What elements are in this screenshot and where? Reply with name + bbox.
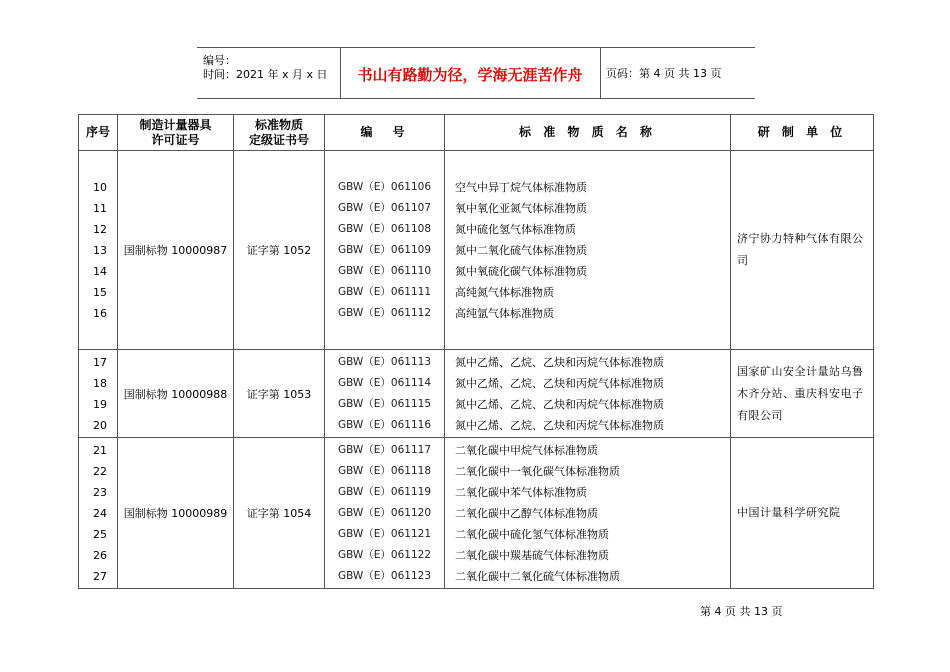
- page-footer: 第 4 页 共 13 页: [700, 605, 783, 618]
- seq-cell-line: 10: [93, 181, 107, 194]
- seq-cell-line: 22: [93, 465, 107, 478]
- seq-cell-line: 13: [93, 244, 107, 257]
- name-cell-line: 二氧化碳中乙醇气体标准物质: [455, 507, 598, 520]
- name-cell-line: 氧中氧化亚氮气体标准物质: [455, 202, 587, 215]
- header-meta-cell: [197, 48, 341, 98]
- name-cell-line: 二氧化碳中甲烷气体标准物质: [455, 444, 598, 457]
- name-cell-line: 空气中异丁烷气体标准物质: [455, 181, 587, 194]
- name-cell-line: 高纯氮气体标准物质: [455, 286, 554, 299]
- code-cell-line: GBW（E）061112: [337, 307, 432, 319]
- code-cell-line: GBW（E）061120: [337, 507, 432, 519]
- code-cell-line: GBW（E）061114: [337, 377, 432, 389]
- column-header-code: 编 号: [325, 115, 445, 151]
- name-cell-line: 氮中氧硫化碳气体标准物质: [455, 265, 587, 278]
- code-cell-line: GBW（E）061107: [337, 202, 432, 214]
- code-cell-line: GBW（E）061123: [337, 570, 432, 582]
- table-header-row: [79, 115, 874, 151]
- name-cell-line: 高纯氩气体标准物质: [455, 307, 554, 320]
- seq-cell-line: 12: [93, 223, 107, 236]
- code-cell-line: GBW（E）061113: [337, 356, 432, 368]
- code-cell: [325, 438, 445, 589]
- seq-cell-line: 19: [93, 398, 107, 411]
- name-cell-line: 氮中乙烯、乙烷、乙炔和丙烷气体标准物质: [455, 356, 664, 369]
- license-cell: 国制标物 10000989: [118, 438, 234, 589]
- code-cell-line: GBW（E）061106: [337, 181, 432, 193]
- name-cell: [445, 350, 731, 438]
- motto-text: 书山有路勤为径，学海无涯苦作舟: [357, 66, 583, 84]
- header-motto-cell: [340, 48, 601, 98]
- name-cell-line: 氮中二氧化硫气体标准物质: [455, 244, 587, 257]
- code-cell-line: GBW（E）061116: [337, 419, 432, 431]
- document-time-label: 时间：2021 年 x 月 x 日: [203, 68, 328, 81]
- unit-cell: 济宁协力特种气体有限公司: [731, 151, 874, 350]
- seq-cell-line: 17: [93, 356, 107, 369]
- reference-material-table: [78, 114, 874, 589]
- document-number-label: 编号：: [203, 54, 236, 67]
- seq-cell-line: 20: [93, 419, 107, 432]
- code-cell-line: GBW（E）061117: [337, 444, 432, 456]
- header-page-cell: [600, 48, 755, 98]
- code-cell-line: GBW（E）061122: [337, 549, 432, 561]
- code-cell-line: GBW（E）061108: [337, 223, 432, 235]
- column-header-seq: 序号: [79, 115, 118, 151]
- name-cell-line: 氮中乙烯、乙烷、乙炔和丙烷气体标准物质: [455, 419, 664, 432]
- name-cell-line: 氮中乙烯、乙烷、乙炔和丙烷气体标准物质: [455, 398, 664, 411]
- code-cell-line: GBW（E）061111: [337, 286, 432, 298]
- unit-cell: 国家矿山安全计量站乌鲁木齐分站、重庆科安电子有限公司: [731, 350, 874, 438]
- table-row: [79, 438, 874, 589]
- license-cell: 国制标物 10000988: [118, 350, 234, 438]
- certificate-cell: 证字第 1054: [234, 438, 325, 589]
- table-row: [79, 350, 874, 438]
- seq-cell-line: 24: [93, 507, 107, 520]
- code-cell-line: GBW（E）061119: [337, 486, 432, 498]
- seq-cell-line: 11: [93, 202, 107, 215]
- seq-cell: [79, 350, 118, 438]
- code-cell-line: GBW（E）061118: [337, 465, 432, 477]
- table-row: [79, 151, 874, 350]
- name-cell-line: 二氧化碳中硫化氢气体标准物质: [455, 528, 609, 541]
- code-cell: [325, 350, 445, 438]
- code-cell-line: GBW（E）061121: [337, 528, 432, 540]
- column-header-name: 标 准 物 质 名 称: [445, 115, 731, 151]
- name-cell: [445, 151, 731, 350]
- name-cell-line: 二氧化碳中苯气体标准物质: [455, 486, 587, 499]
- certificate-cell: 证字第 1052: [234, 151, 325, 350]
- name-cell-line: 氮中乙烯、乙烷、乙炔和丙烷气体标准物质: [455, 377, 664, 390]
- code-cell-line: GBW（E）061109: [337, 244, 432, 256]
- seq-cell: [79, 151, 118, 350]
- code-cell-line: GBW（E）061115: [337, 398, 432, 410]
- name-cell-line: 氮中硫化氢气体标准物质: [455, 223, 576, 236]
- code-cell: [325, 151, 445, 350]
- seq-cell-line: 16: [93, 307, 107, 320]
- certificate-cell: 证字第 1053: [234, 350, 325, 438]
- page-header: [197, 47, 755, 99]
- column-header-certificate: 标准物质 定级证书号: [234, 115, 325, 151]
- seq-cell-line: 15: [93, 286, 107, 299]
- seq-cell-line: 23: [93, 486, 107, 499]
- seq-cell-line: 26: [93, 549, 107, 562]
- column-header-unit: 研 制 单 位: [731, 115, 874, 151]
- seq-cell-line: 14: [93, 265, 107, 278]
- header-page-number: 页码：第 4 页 共 13 页: [606, 67, 722, 80]
- license-cell: 国制标物 10000987: [118, 151, 234, 350]
- seq-cell-line: 21: [93, 444, 107, 457]
- seq-cell-line: 18: [93, 377, 107, 390]
- name-cell-line: 二氧化碳中羰基硫气体标准物质: [455, 549, 609, 562]
- seq-cell-line: 25: [93, 528, 107, 541]
- code-cell-line: GBW（E）061110: [337, 265, 432, 277]
- column-header-license: 制造计量器具 许可证号: [118, 115, 234, 151]
- table-body: [79, 151, 874, 589]
- seq-cell: [79, 438, 118, 589]
- name-cell-line: 二氧化碳中二氧化硫气体标准物质: [455, 570, 620, 583]
- unit-cell: 中国计量科学研究院: [731, 438, 874, 589]
- name-cell-line: 二氧化碳中一氧化碳气体标准物质: [455, 465, 620, 478]
- name-cell: [445, 438, 731, 589]
- seq-cell-line: 27: [93, 570, 107, 583]
